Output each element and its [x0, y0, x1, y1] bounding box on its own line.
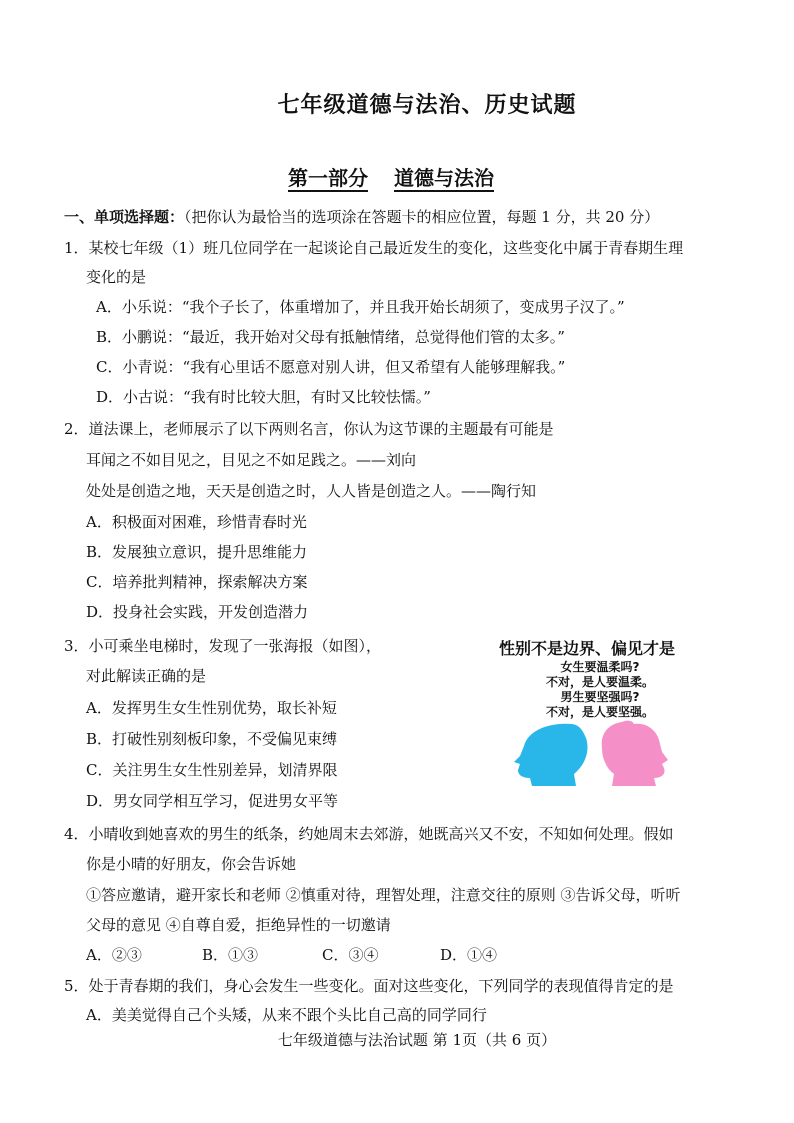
q1-stem-line-1: 1．某校七年级（1）班几位同学在一起谈论自己最近发生的变化，这些变化中属于青春期生理 — [64, 239, 684, 257]
poster-line-1: 女生要温柔吗? — [560, 660, 640, 674]
q3-stem-line-1: 3．小可乘坐电梯时，发现了一张海报（如图）， — [64, 637, 382, 655]
q2-option-c: C．培养批判精神，探索解决方案 — [86, 573, 308, 591]
section-instruction: （把你认为最恰当的选项涂在答题卡的相应位置，每题 1 分，共 20 分） — [184, 208, 660, 226]
q2-option-a: A．积极面对困难，珍惜青春时光 — [86, 513, 307, 531]
section-heading-line — [64, 208, 659, 226]
q4-option-b: B．①③ — [202, 946, 259, 964]
part-label: 第一部分 — [288, 166, 368, 190]
q4-stem-line-1: 4．小晴收到她喜欢的男生的纸条，约她周末去郊游，她既高兴又不安，不知如何处理。假如 — [64, 825, 674, 843]
page-footer: 七年级道德与法治试题 第 1页（共 6 页） — [277, 1031, 557, 1049]
q1-option-d: D．小古说：“我有时比较大胆，有时又比较怯懦。” — [96, 388, 431, 406]
q1-option-b: B．小鹏说：“最近，我开始对父母有抵触情绪，总觉得他们管的太多。” — [96, 328, 565, 346]
q3-option-d: D．男女同学相互学习，促进男女平等 — [86, 792, 339, 810]
q1-option-c: C．小青说：“我有心里话不愿意对别人讲，但又希望有人能够理解我。” — [96, 358, 566, 376]
head-silhouettes-illustration — [510, 718, 690, 788]
poster-title: 性别不是边界、偏见才是 — [499, 639, 676, 658]
q5-option-a: A．美美觉得自己个头矮，从来不跟个头比自己高的同学同行 — [86, 1006, 487, 1024]
part-heading — [288, 162, 494, 191]
q4-option-c: C．③④ — [322, 946, 379, 964]
q2-stem-line-1: 2．道法课上，老师展示了以下两则名言，你认为这节课的主题最有可能是 — [64, 420, 554, 438]
q2-quote-2: 处处是创造之地，天天是创造之时，人人皆是创造之人。——陶行知 — [86, 482, 537, 500]
q4-option-a: A．②③ — [86, 946, 142, 964]
q4-choices-line-2: 父母的意见 ④自尊自爱，拒绝异性的一切邀请 — [86, 916, 391, 934]
q3-option-a: A．发挥男生女生性别优势，取长补短 — [86, 699, 337, 717]
section-heading: 一、单项选择题： — [64, 208, 185, 226]
poster-line-3: 男生要坚强吗? — [560, 690, 640, 704]
q1-option-a: A．小乐说：“我个子长了，体重增加了，并且我开始长胡须了，变成男子汉了。” — [96, 298, 625, 316]
q3-stem-line-2: 对此解读正确的是 — [86, 667, 207, 685]
page-title: 七年级道德与法治、历史试题 — [277, 92, 577, 118]
q2-option-d: D．投身社会实践，开发创造潜力 — [86, 603, 309, 621]
q3-option-b: B．打破性别刻板印象，不受偏见束缚 — [86, 730, 338, 748]
q2-quote-1: 耳闻之不如目见之，目见之不如足践之。——刘向 — [86, 451, 417, 469]
q2-option-b: B．发展独立意识，提升思维能力 — [86, 543, 308, 561]
male-head-silhouette — [514, 724, 588, 786]
female-head-silhouette — [602, 721, 668, 786]
q4-option-d: D．①④ — [440, 946, 498, 964]
q3-option-c: C．关注男生女生性别差异，划清界限 — [86, 761, 338, 779]
part-subject: 道德与法治 — [394, 166, 494, 190]
q5-stem-line-1: 5．处于青春期的我们，身心会发生一些变化。面对这些变化，下列同学的表现值得肯定的是 — [64, 977, 674, 995]
q4-choices-line-1: ①答应邀请，避开家长和老师 ②慎重对待，理智处理，注意交往的原则 ③告诉父母，听听 — [86, 886, 681, 904]
poster-line-4: 不对，是人要坚强。 — [545, 705, 654, 719]
poster-line-2: 不对，是人要温柔。 — [545, 675, 654, 689]
q1-stem-line-2: 变化的是 — [86, 268, 147, 286]
q4-stem-line-2: 你是小晴的好朋友，你会告诉她 — [86, 855, 297, 873]
